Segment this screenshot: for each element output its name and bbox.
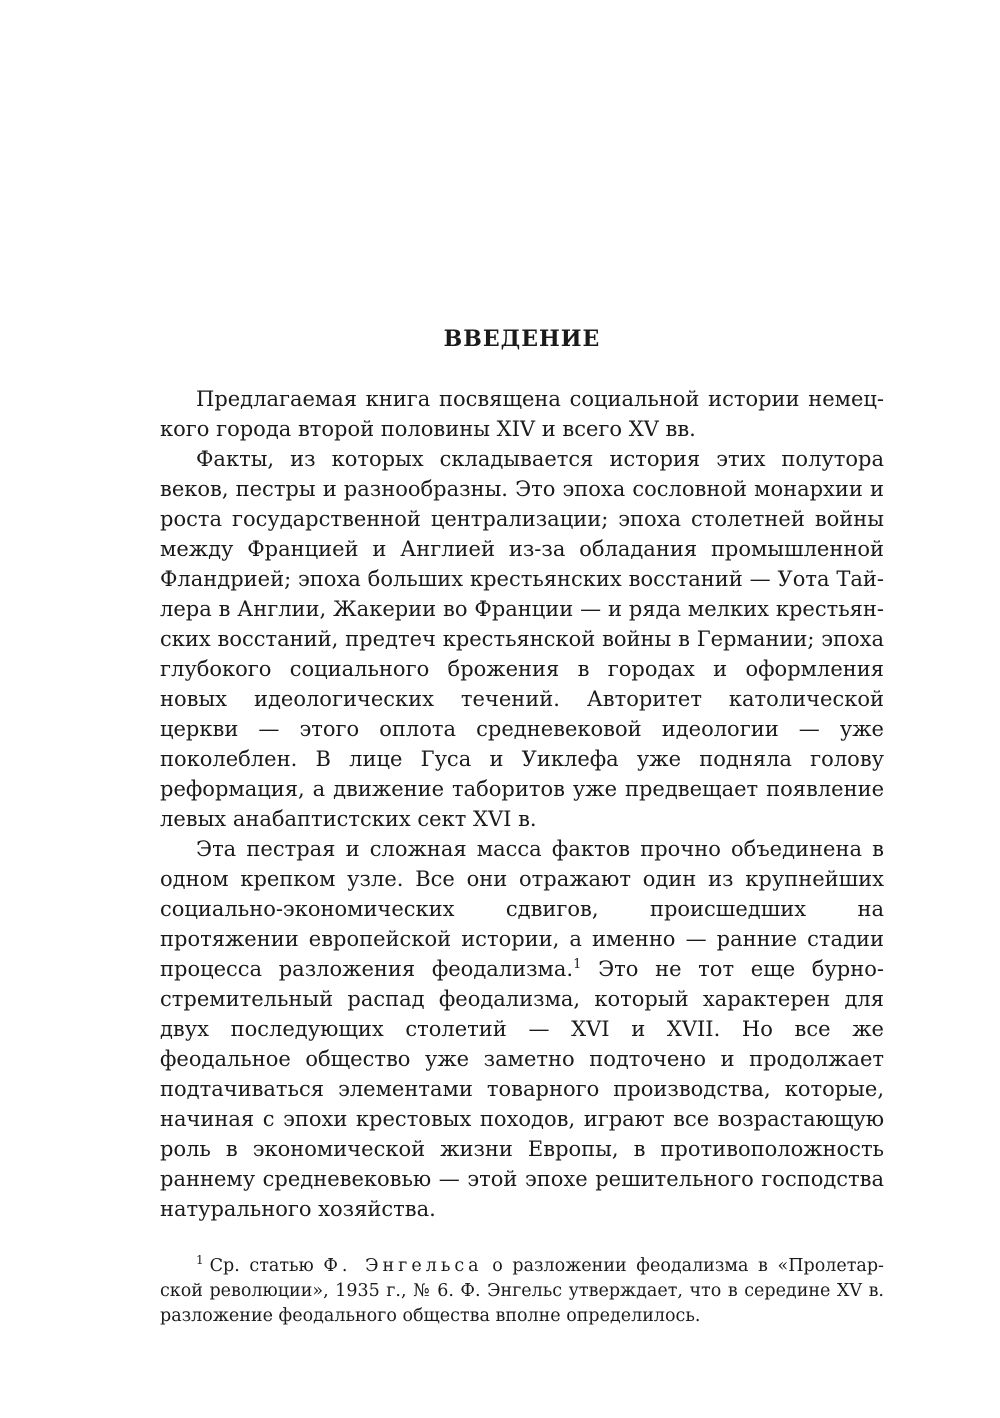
body-text — [160, 384, 884, 1224]
footnote-1 — [160, 1254, 884, 1329]
footnote-mark: 1 — [196, 1253, 204, 1268]
paragraph-1: Предлагаемая книга посвящена социальной истории немецкого города второй половины XIV и всего XV вв. — [160, 387, 884, 441]
footnotes — [160, 1254, 884, 1329]
page — [160, 326, 884, 1329]
footnote-reference[interactable]: 1 — [573, 957, 582, 972]
footnote-text: о разложении феодализма в «Пролетарской революции», 1935 г., № 6. Ф. Энгельс утверждает, что в середине XV в. разложение феодального общества вполне определилось. — [160, 1256, 884, 1326]
paragraph-2: Факты, из которых складывается история этих полутора веков, пестры и разнообразны. Это эпоха сословной монархии и роста государственной централизации; эпоха столетней войны между Францией и Англией из-за обладания промышленной Фландрией; эпоха больших крестьянских восстаний — Уота Тайлера в Англии, Жакерии во Франции — и ряда мелких крестьянских восстаний, предтеч крестьянской войны в Германии; эпоха глубокого социального брожения в городах и оформления новых идеологических течений. Авторитет католической церкви — этого оплота средневековой идеологии — уже поколеблен. В лице Гуса и Уиклефа уже подняла голову реформация, а движение таборитов уже предвещает появление левых анабаптистских сект XVI в. — [160, 447, 884, 831]
paragraph-3 — [160, 834, 884, 1224]
paragraph-3-part-2: Это не тот еще бурно-стремительный распад феодализма, который характерен для двух последующих столетий — XVI и XVII. Но все же феодальное общество уже заметно подточено и продолжает подтачиваться элементами товарного производства, которые, начиная с эпохи крестовых походов, играют все возрастающую роль в экономической жизни Европы, в противоположность раннему средневековью — этой эпохе решительного господства натурального хозяйства. — [160, 957, 884, 1221]
page-title: ВВЕДЕНИЕ — [443, 326, 601, 352]
paragraph-3-part-1: Эта пестрая и сложная масса фактов прочно объединена в одном крепком узле. Все они отражают один из крупнейших социально-экономических сдвигов, происшедших на протяжении европейской истории, а именно — ранние стадии процесса разложения феодализма. — [160, 837, 884, 981]
footnote-author: Ф. Энгельса — [323, 1256, 483, 1276]
footnote-lead: Ср. статью — [209, 1256, 314, 1276]
